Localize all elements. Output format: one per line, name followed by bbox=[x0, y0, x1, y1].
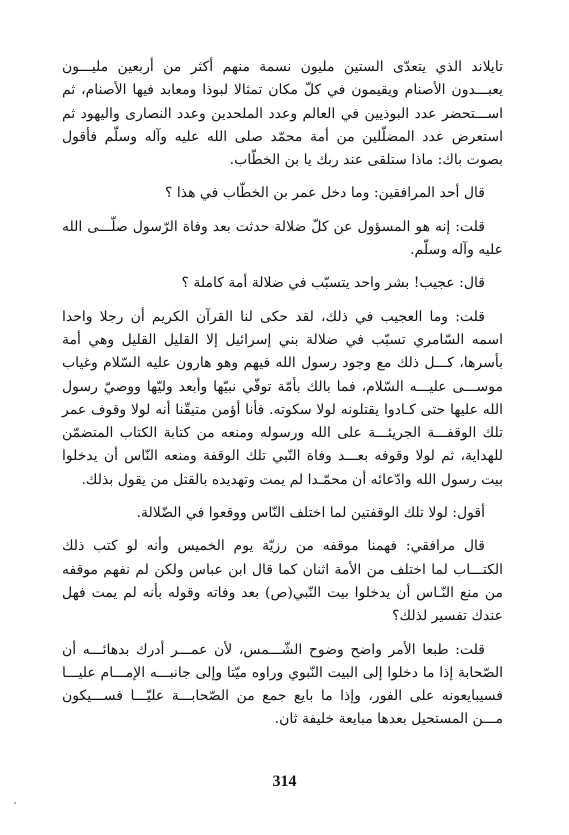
page-body bbox=[62, 56, 503, 742]
paragraph-7: قال مرافقي: فهمنا موقفه من رزيّة يوم الخميس وأنه لو كتب ذلك الكتـــاب لما اختلف من الأمة اثنان كما قال ابن عباس ولكن لم نفهم موقفه من منع النّـاس أن يدخلوا بيت النّبي(ص) بعد وفاته وقوله بأنه لم يمت فهل عندك تفسير لذلك؟ bbox=[62, 538, 503, 625]
paragraph-1: تايلاند الذي يتعدّى الستين مليون نسمة منهم أكثر من أربعين مليـــون يعبـــدون الأصنام ويقيمون في كلّ مكان تمثالا لبوذا ومعابد فيها الأصنام، ثم اســـتحضر عدد البوذيين في العالم وعدد الملحدين وعدد النصارى واليهود ثم استعرض عدد المضلّلين من أمة محمّد صلى الله عليه وآله وسلّم فأقول بصوت باك: ماذا ستلقى عند ربك يا بن الخطّاب. bbox=[62, 59, 503, 169]
paragraph-2: قال أحد المرافقين: وما دخل عمر بن الخطّاب في هذا ؟ bbox=[164, 185, 485, 202]
page-number: 314 bbox=[272, 773, 297, 790]
paragraph-5: قلت: وما العجيب في ذلك، لقد حكى لنا القرآن الكريم أن رجلا واحدا اسمه السّامري تسبّب في ضلالة بني إسرائيل إلا القليل القليل وهي أمة بأسرها، كـــل ذلك مع وجود رسول الله فيهم وهو هارون عليه السّلام وغياب موســـى عليـــه السّلام، فما بالك بأمّة توفّي نبيّها وأبعد وليّها ووصيّ رسول الله عليها حتى كـادوا يقتلونه لولا سكوته. فأنا أؤمن متيقّنا أنه لولا وقوف عمر تلك الوقفـــة الجريئـــة على الله ورسوله ومنعه من كتابة الكتاب المتضمّن للهداية، ثم لولا وقوفه بعـــد وفاة النّبي تلك الوقفة ومنعه النّاس أن يدخلوا بيت رسول الله وادّعائه أن محمّـدا لم يمت وتهديده بالقتل من يقول بذلك. bbox=[62, 308, 503, 488]
paragraph-3: قلت: إنه هو المسؤول عن كلّ ضلالة حدثت بعد وفاة الرّسول صلّـــى الله عليه وآله وسلّم. bbox=[62, 218, 503, 259]
scan-speck bbox=[14, 802, 16, 804]
paragraph-6: أقول: لولا تلك الوقفتين لما اختلف النّاس ووقعوا في الضّلالة. bbox=[136, 505, 485, 522]
paragraph-8: قلت: طبعا الأمر واضح وضوح الشّـــمس، لأن عمـــر أدرك بدهائـــه أن الصّحابة إذا ما دخلوا إلى البيت النّبوي وراوه ميّتا وإلى جانبـــه الإمـــام عليـــا فسيبايعونه على الفور، وإذا ما بايع جمع من الصّحابـــة عليّـــا فســـيكون مـــن المستحيل بعدها مبايعة خليفة ثان. bbox=[62, 641, 503, 728]
paragraph-4: قال: عجيب! بشر واحد يتسبّب في ضلالة أمة كاملة ؟ bbox=[181, 275, 485, 292]
